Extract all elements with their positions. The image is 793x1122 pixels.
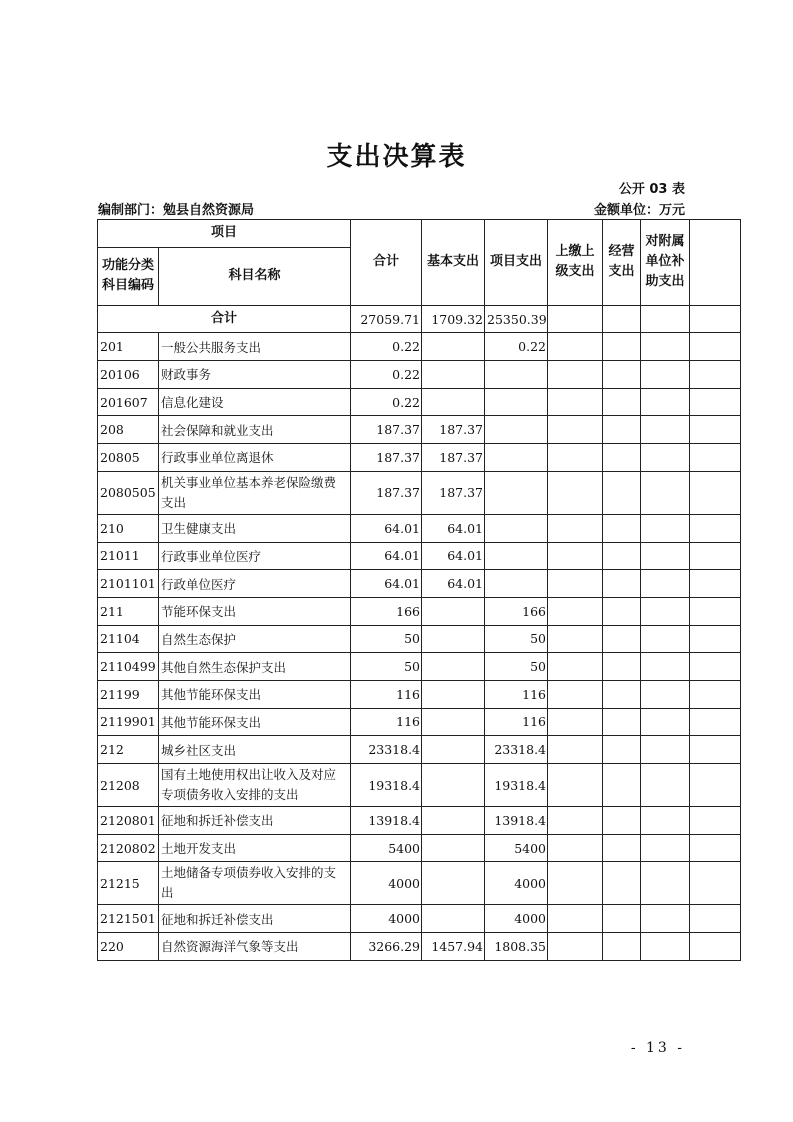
empty-cell [690,333,741,361]
row-code: 211 [98,597,159,625]
empty-cell [603,444,641,472]
row-basic [422,862,485,905]
row-code: 21104 [98,625,159,653]
row-name: 其他节能环保支出 [159,708,351,736]
row-name: 卫生健康支出 [159,514,351,542]
table-row [98,570,741,598]
row-project: 13918.4 [485,807,548,835]
row-total: 0.22 [351,388,422,416]
header-subsidy: 对附属单位补助支出 [641,220,690,306]
row-basic [422,764,485,807]
row-basic [422,361,485,389]
empty-cell [690,416,741,444]
row-total: 50 [351,625,422,653]
empty-cell [603,905,641,933]
table-row [98,333,741,361]
empty-cell [690,708,741,736]
empty-cell [603,542,641,570]
row-project [485,361,548,389]
empty-cell [603,416,641,444]
table-row [98,862,741,905]
department-label: 编制部门：勉县自然资源局 [98,203,255,218]
row-name: 自然资源海洋气象等支出 [159,933,351,961]
row-project [485,542,548,570]
row-total: 19318.4 [351,764,422,807]
row-basic [422,597,485,625]
empty-cell [603,807,641,835]
empty-cell [690,807,741,835]
empty-cell [603,933,641,961]
table-row [98,807,741,835]
row-total: 23318.4 [351,736,422,764]
row-code: 21215 [98,862,159,905]
empty-cell [641,862,690,905]
row-code: 2120801 [98,807,159,835]
row-name: 节能环保支出 [159,597,351,625]
row-code: 21199 [98,680,159,708]
row-name: 行政单位医疗 [159,570,351,598]
row-name: 其他自然生态保护支出 [159,653,351,681]
row-code: 2110499 [98,653,159,681]
empty-cell [690,862,741,905]
row-project: 50 [485,653,548,681]
empty-cell [641,807,690,835]
row-project: 0.22 [485,333,548,361]
row-project: 50 [485,625,548,653]
row-name: 城乡社区支出 [159,736,351,764]
table-row [98,444,741,472]
empty-cell [603,680,641,708]
row-total: 5400 [351,834,422,862]
row-project: 5400 [485,834,548,862]
table-row [98,514,741,542]
row-name: 社会保障和就业支出 [159,416,351,444]
unit-label: 金额单位：万元 [593,203,685,218]
empty-cell [641,933,690,961]
form-number: 公开 03 表 [618,182,685,197]
empty-cell [641,680,690,708]
row-project: 116 [485,680,548,708]
empty-cell [641,653,690,681]
empty-cell [690,933,741,961]
empty-cell [641,471,690,514]
row-name: 土地储备专项债券收入安排的支出 [159,862,351,905]
table-row [98,736,741,764]
row-name: 一般公共服务支出 [159,333,351,361]
row-name: 土地开发支出 [159,834,351,862]
empty-cell [548,764,603,807]
table-row [98,680,741,708]
row-basic [422,625,485,653]
empty-cell [603,305,641,333]
empty-cell [641,514,690,542]
row-code: 2080505 [98,471,159,514]
empty-cell [641,361,690,389]
table-row [98,416,741,444]
row-total: 4000 [351,905,422,933]
row-code: 20106 [98,361,159,389]
row-basic [422,736,485,764]
row-total: 64.01 [351,542,422,570]
row-basic: 187.37 [422,471,485,514]
header-basic: 基本支出 [422,220,485,306]
header-code: 功能分类科目编码 [98,247,159,305]
row-basic [422,708,485,736]
row-total: 187.37 [351,444,422,472]
empty-cell [690,653,741,681]
empty-cell [641,834,690,862]
row-name: 信息化建设 [159,388,351,416]
empty-cell [603,471,641,514]
empty-cell [641,764,690,807]
row-name: 财政事务 [159,361,351,389]
row-total: 116 [351,680,422,708]
empty-cell [548,625,603,653]
table-row [98,708,741,736]
row-code: 208 [98,416,159,444]
table-row [98,625,741,653]
empty-cell [690,514,741,542]
total-row-project: 25350.39 [485,305,548,333]
empty-cell [603,570,641,598]
empty-cell [690,388,741,416]
row-project: 116 [485,708,548,736]
row-basic: 64.01 [422,514,485,542]
total-row-basic: 1709.32 [422,305,485,333]
row-total: 4000 [351,862,422,905]
row-name: 行政事业单位离退休 [159,444,351,472]
header-item: 项目 [98,220,351,248]
row-total: 64.01 [351,514,422,542]
total-row-total: 27059.71 [351,305,422,333]
empty-cell [548,416,603,444]
header-extra [690,220,741,306]
table-row [98,542,741,570]
row-total: 3266.29 [351,933,422,961]
row-name: 征地和拆迁补偿支出 [159,807,351,835]
empty-cell [548,514,603,542]
empty-cell [548,570,603,598]
empty-cell [690,570,741,598]
expenditure-table [97,219,741,961]
empty-cell [641,708,690,736]
table-row [98,361,741,389]
row-project [485,471,548,514]
row-basic [422,388,485,416]
row-name: 自然生态保护 [159,625,351,653]
empty-cell [690,905,741,933]
row-code: 2120802 [98,834,159,862]
empty-cell [548,597,603,625]
page-number: - 13 - [630,1040,685,1056]
empty-cell [690,361,741,389]
row-code: 212 [98,736,159,764]
row-basic [422,333,485,361]
empty-cell [690,597,741,625]
row-project [485,514,548,542]
row-basic: 64.01 [422,570,485,598]
empty-cell [548,736,603,764]
table-row [98,653,741,681]
row-total: 0.22 [351,361,422,389]
row-code: 2119901 [98,708,159,736]
header-upper: 上缴上级支出 [548,220,603,306]
empty-cell [690,305,741,333]
row-code: 210 [98,514,159,542]
row-project [485,388,548,416]
row-project [485,570,548,598]
row-total: 13918.4 [351,807,422,835]
row-basic: 187.37 [422,416,485,444]
empty-cell [690,680,741,708]
empty-cell [641,305,690,333]
empty-cell [548,680,603,708]
table-row [98,834,741,862]
empty-cell [548,834,603,862]
empty-cell [641,570,690,598]
row-code: 2101101 [98,570,159,598]
row-total: 166 [351,597,422,625]
empty-cell [603,653,641,681]
row-project: 4000 [485,905,548,933]
empty-cell [548,905,603,933]
header-business: 经营支出 [603,220,641,306]
empty-cell [641,333,690,361]
empty-cell [603,388,641,416]
empty-cell [548,333,603,361]
empty-cell [641,736,690,764]
row-basic: 187.37 [422,444,485,472]
empty-cell [548,444,603,472]
empty-cell [548,708,603,736]
empty-cell [548,388,603,416]
row-name: 国有土地使用权出让收入及对应专项债务收入安排的支出 [159,764,351,807]
empty-cell [603,834,641,862]
row-project: 23318.4 [485,736,548,764]
empty-cell [690,736,741,764]
row-name: 征地和拆迁补偿支出 [159,905,351,933]
empty-cell [690,625,741,653]
empty-cell [603,736,641,764]
row-total: 0.22 [351,333,422,361]
row-total: 50 [351,653,422,681]
table-row [98,471,741,514]
row-code: 201 [98,333,159,361]
row-basic [422,680,485,708]
empty-cell [548,933,603,961]
row-basic [422,653,485,681]
empty-cell [603,361,641,389]
empty-cell [603,625,641,653]
empty-cell [603,862,641,905]
row-project: 19318.4 [485,764,548,807]
empty-cell [548,542,603,570]
row-basic: 1457.94 [422,933,485,961]
row-total: 116 [351,708,422,736]
row-project: 1808.35 [485,933,548,961]
row-name: 机关事业单位基本养老保险缴费支出 [159,471,351,514]
row-code: 2121501 [98,905,159,933]
row-project [485,416,548,444]
row-code: 20805 [98,444,159,472]
row-total: 187.37 [351,416,422,444]
empty-cell [603,764,641,807]
header-project: 项目支出 [485,220,548,306]
row-code: 21208 [98,764,159,807]
row-project [485,444,548,472]
table-row [98,764,741,807]
empty-cell [641,416,690,444]
empty-cell [690,764,741,807]
empty-cell [641,542,690,570]
empty-cell [603,333,641,361]
row-total: 64.01 [351,570,422,598]
table-row [98,933,741,961]
empty-cell [690,444,741,472]
empty-cell [548,653,603,681]
table-row [98,388,741,416]
empty-cell [548,807,603,835]
header-total: 合计 [351,220,422,306]
empty-cell [548,471,603,514]
empty-cell [548,361,603,389]
empty-cell [641,625,690,653]
empty-cell [548,305,603,333]
total-row-label: 合计 [98,305,351,333]
empty-cell [641,597,690,625]
empty-cell [548,862,603,905]
empty-cell [641,905,690,933]
empty-cell [641,388,690,416]
row-basic [422,905,485,933]
empty-cell [690,834,741,862]
row-basic: 64.01 [422,542,485,570]
empty-cell [603,514,641,542]
row-project: 4000 [485,862,548,905]
empty-cell [603,597,641,625]
row-basic [422,807,485,835]
row-project: 166 [485,597,548,625]
row-code: 201607 [98,388,159,416]
table-row [98,905,741,933]
row-total: 187.37 [351,471,422,514]
row-basic [422,834,485,862]
row-code: 220 [98,933,159,961]
empty-cell [641,444,690,472]
empty-cell [690,542,741,570]
row-name: 行政事业单位医疗 [159,542,351,570]
row-code: 21011 [98,542,159,570]
header-name: 科目名称 [159,247,351,305]
empty-cell [690,471,741,514]
table-row [98,597,741,625]
page-title: 支出决算表 [326,142,467,172]
row-name: 其他节能环保支出 [159,680,351,708]
empty-cell [603,708,641,736]
